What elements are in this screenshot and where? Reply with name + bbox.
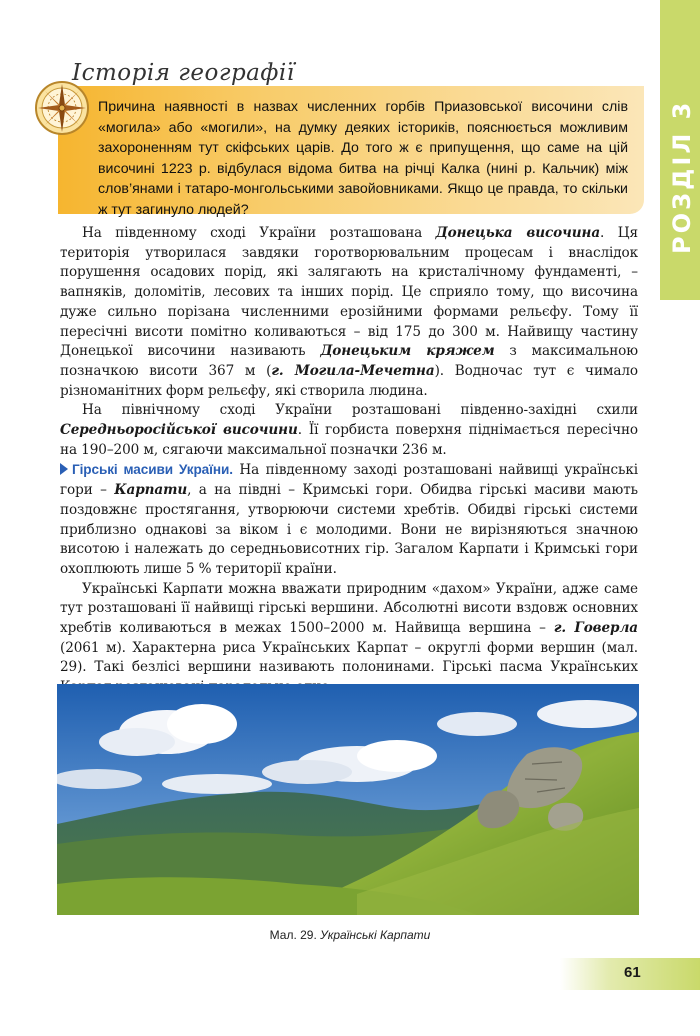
paragraph-central-russian bbox=[60, 401, 638, 460]
text-run: ). Водночас тут є чимало різноманітних форм рельєфу, які створила людина. bbox=[60, 362, 639, 399]
carpathians-photo bbox=[57, 684, 639, 915]
text-run: , а на півдні – Кримські гори. Обидва гірські масиви мають поздовжнє простягання, утворюючи системи хребтів. Обидві гірські системи приблизно однакові за віком і є молодими. Вони не вирізняються значною висотою і належать до середньовисотних гір. Загалом Карпати і Кримські гори охоплюють лише 5 % території країни. bbox=[60, 482, 638, 577]
paragraph-mountains bbox=[60, 460, 638, 579]
text-run: Українські Карпати можна вважати природним «дахом» України, адже саме тут розташовані її найвищі гірські вершини. Абсолютні висоти вздовж основних хребтів коливаються в межах 1500–2000 м. Найвища вершина – bbox=[60, 580, 638, 637]
section-heading-text: Гірські масиви України. bbox=[72, 462, 233, 478]
caption-title: Українські Карпати bbox=[320, 928, 431, 942]
text-run: На північному сході України розташовані південно-західні схили bbox=[82, 402, 638, 419]
paragraph-donetsk bbox=[60, 224, 638, 401]
term-carpathians: Карпати bbox=[114, 482, 188, 499]
term-donetsk-upland: Донецька височина bbox=[435, 225, 601, 241]
figure-caption bbox=[0, 928, 700, 942]
text-run: (2061 м). Характерна риса Українських Карпат – округлі форми вершин (мал. 29). Такі безлісі вершини називають полонинами. Гірські пасма Українських bbox=[60, 639, 638, 676]
term-donetsk-ridge: Донецьким кряжем bbox=[320, 343, 495, 360]
text-run: На південному сході України розташована bbox=[82, 225, 436, 241]
text-run: . Її горбиста поверхня піднімається пересічно на 190–200 м, сягаючи максимальної позначки 236 м. bbox=[60, 422, 639, 458]
compass-rose-icon bbox=[34, 80, 90, 136]
triangle-bullet-icon bbox=[60, 463, 68, 475]
term-hoverla: г. Говерла bbox=[553, 620, 639, 637]
history-title: Історія географії bbox=[72, 60, 295, 86]
text-run: На південному заході розташовані найвищі українські гори – bbox=[60, 462, 638, 499]
main-text bbox=[60, 224, 638, 698]
text-run: . Ця територія утворилася завдяки горотворювальним процесам і внаслідок порушення осадових порід, які залягають на кристалічному фундаменті, – вапняків, доломітів, лесових та інших порід. Це сприяло тому, що височина дуже сильно порізана численними ерозійними формами рельєфу. Тому її пересічні висоти помітно коливаються – від 175 до 300 м. Найвищу частину Донецької височини називають bbox=[60, 225, 638, 360]
text-run: з максимальною позначкою висоти 367 м ( bbox=[60, 343, 638, 379]
chapter-label: РОЗДІЛ 3 bbox=[668, 99, 696, 255]
caption-prefix: Мал. 29. bbox=[269, 928, 321, 942]
section-heading bbox=[60, 462, 233, 477]
term-central-russian-upland: Середньоросійської височини bbox=[60, 422, 298, 439]
page-number: 61 bbox=[624, 964, 641, 981]
paragraph-carpathians bbox=[60, 580, 638, 698]
history-text: Причина наявності в назвах численних горбів Приазовської височини слів «могила» або «могили», на думку деяких істориків, пояснюється можливим захороненням тут скіфських царів. До того ж є припущення, що саме на цій височині 1223 р. відбулася відома битва на річці Калка (нині р. Кальчик) між слов’янами і татаро-монгольськими завойовниками. Якщо це правда, то скільки ж тут загинуло людей? bbox=[98, 99, 628, 218]
term-mohyla-mechetna: г. Могила-Мечетна bbox=[271, 362, 435, 379]
